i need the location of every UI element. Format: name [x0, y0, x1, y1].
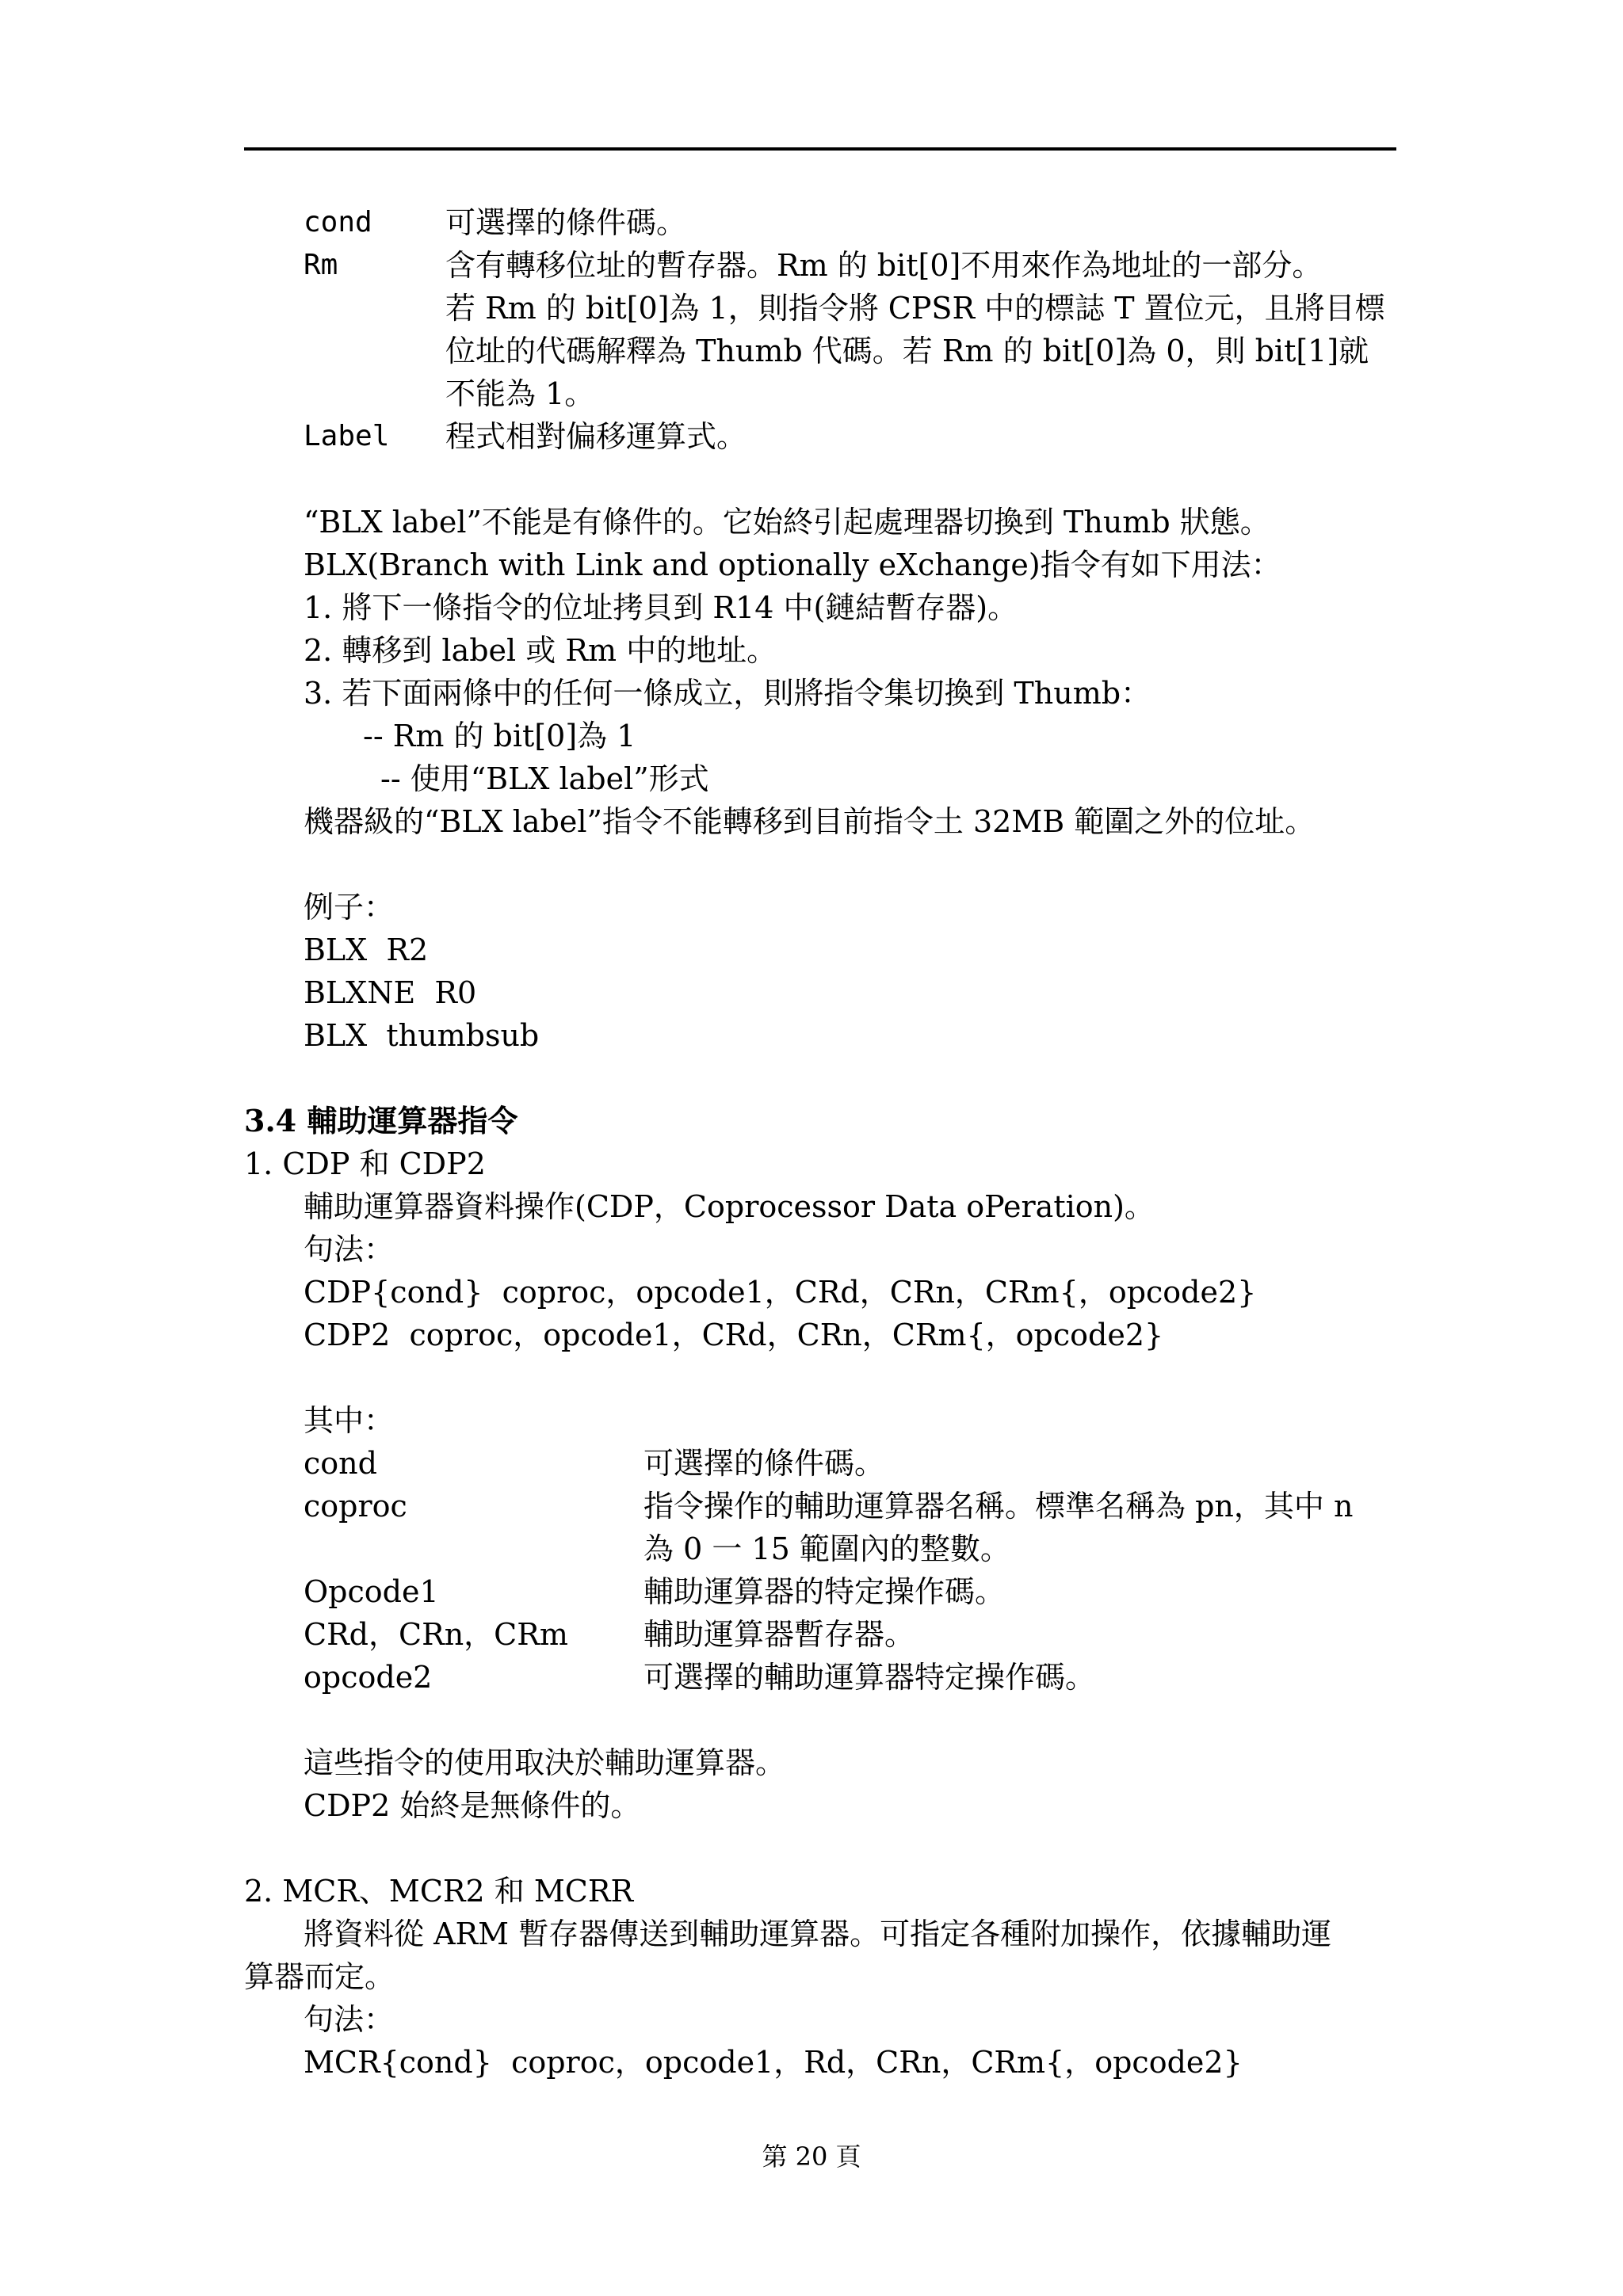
cdp-note-line: CDP2 始終是無條件的。: [304, 1788, 641, 1823]
cdp-note-line: 這些指令的使用取決於輔助運算器。: [304, 1745, 786, 1780]
def-term-cond: cond: [304, 206, 372, 238]
cdp-where-label: 其中：: [304, 1403, 395, 1438]
def-desc-rm-line: 含有轉移位址的暫存器。Rm 的 bit[0]不用來作為地址的一部分。: [445, 248, 1323, 283]
blx-note-line: 2. 轉移到 label 或 Rm 中的地址。: [304, 633, 777, 668]
mcr-description-line: 將資料從 ARM 暫存器傳送到輔助運算器。可指定各種附加操作，依據輔助運: [304, 1917, 1332, 1951]
blx-note-line: 機器級的“BLX label”指令不能轉移到目前指令土 32MB 範圍之外的位址。: [304, 804, 1316, 839]
header-rule: [244, 147, 1396, 151]
cdp-syntax-line: CDP2 coproc，opcode1，CRd，CRn，CRm{，opcode2}: [304, 1318, 1164, 1352]
cdp-heading: 1. CDP 和 CDP2: [244, 1146, 486, 1181]
blx-note-line: -- 使用“BLX label”形式: [380, 761, 709, 796]
mcr-heading: 2. MCR、MCR2 和 MCRR: [244, 1874, 634, 1909]
param-term-opcode1: Opcode1: [304, 1574, 439, 1609]
def-desc-cond: 可選擇的條件碼。: [445, 205, 687, 240]
param-term-registers: CRd，CRn，CRm: [304, 1617, 568, 1652]
param-desc-opcode1: 輔助運算器的特定操作碼。: [643, 1574, 1006, 1609]
cdp-syntax-line: CDP{cond} coproc，opcode1，CRd，CRn，CRm{，opcode2}: [304, 1275, 1257, 1310]
param-desc-coproc-line: 為 0 一 15 範圍內的整數。: [643, 1531, 1010, 1566]
param-term-coproc: coproc: [304, 1489, 407, 1524]
param-term-cond: cond: [304, 1446, 377, 1481]
param-term-opcode2: opcode2: [304, 1660, 433, 1695]
mcr-description-line: 算器而定。: [244, 1959, 395, 1994]
section-title: 3.4 輔助運算器指令: [244, 1103, 518, 1138]
cdp-syntax-label: 句法：: [304, 1232, 395, 1267]
example-line: BLX R2: [304, 933, 429, 967]
param-desc-cond: 可選擇的條件碼。: [643, 1446, 885, 1481]
example-label: 例子：: [304, 890, 395, 925]
mcr-syntax-line: MCR{cond} coproc，opcode1，Rd，CRn，CRm{，opcode2}: [304, 2045, 1243, 2080]
example-line: BLXNE R0: [304, 975, 477, 1010]
param-desc-opcode2: 可選擇的輔助運算器特定操作碼。: [643, 1660, 1096, 1695]
def-desc-label: 程式相對偏移運算式。: [445, 419, 747, 454]
blx-note-line: 1. 將下一條指令的位址拷貝到 R14 中(鏈結暫存器)。: [304, 590, 1018, 625]
def-term-rm: Rm: [304, 249, 338, 281]
blx-note-line: -- Rm 的 bit[0]為 1: [363, 719, 636, 753]
example-line: BLX thumbsub: [304, 1018, 540, 1053]
def-desc-rm-line: 若 Rm 的 bit[0]為 1，則指令將 CPSR 中的標誌 T 置位元，且將目標: [445, 291, 1385, 326]
param-desc-coproc-line: 指令操作的輔助運算器名稱。標準名稱為 pn，其中 n: [643, 1489, 1354, 1524]
def-desc-rm-line: 位址的代碼解釋為 Thumb 代碼。若 Rm 的 bit[0]為 0，則 bit[1]就: [445, 334, 1369, 368]
blx-note-line: BLX(Branch with Link and optionally eXchange)指令有如下用法：: [304, 547, 1281, 582]
blx-note-line: 3. 若下面兩條中的任何一條成立，則將指令集切換到 Thumb：: [304, 676, 1151, 711]
cdp-description: 輔助運算器資料操作(CDP，Coprocessor Data oPeration)。: [304, 1189, 1155, 1224]
param-desc-registers: 輔助運算器暫存器。: [643, 1617, 915, 1652]
blx-note-line: “BLX label”不能是有條件的。它始終引起處理器切換到 Thumb 狀態。: [304, 505, 1270, 540]
page-number: 第 20 頁: [762, 2142, 861, 2172]
mcr-syntax-label: 句法：: [304, 2002, 395, 2037]
def-term-label: Label: [304, 420, 390, 452]
def-desc-rm-line: 不能為 1。: [445, 376, 595, 411]
